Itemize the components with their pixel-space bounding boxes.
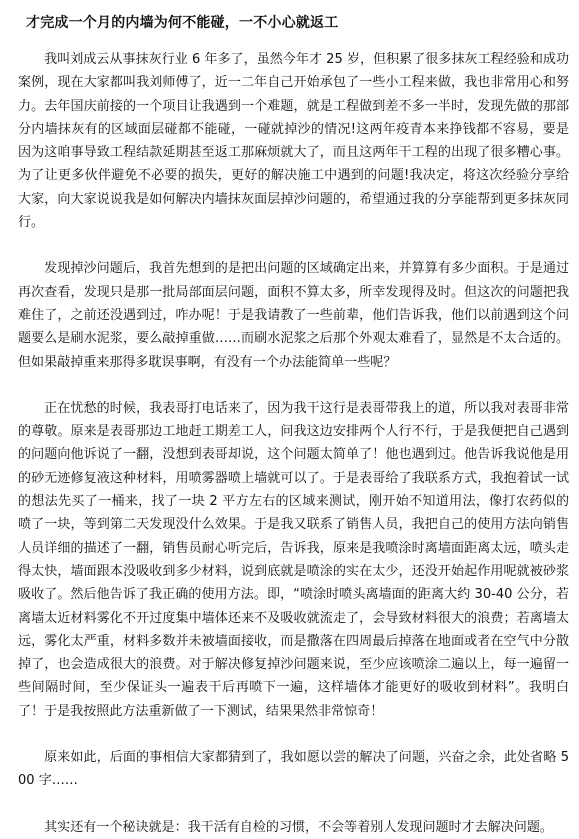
article-paragraph-2: 发现掉沙问题后，我首先想到的是把出问题的区域确定出来，并算算有多少面积。于是通过再次查看，发现只是那一批局部面层问题，面积不算太多，所幸发现得及时。但这次的问题把我难住了，之前还没遇到过，咋办呢！于是我请教了一些前辈，他们告诉我，他们以前遇到这个问题要么是刷水泥浆，要么敲掉重做……而刷水泥浆之后那个外观太难看了，显然是不太合适的。但如果敲掉重来那得多耽误事啊，有没有一个办法能简单一些呢？	[18, 261, 569, 370]
article-title: 才完成一个月的内墙为何不能碰，一不小心就返工	[26, 15, 339, 31]
article-paragraph-5: 其实还有一个秘诀就是：我干活有自检的习惯，不会等着别人发现问题时才去解决问题。	[44, 819, 553, 835]
article-paragraph-1: 我叫刘成云从事抹灰行业 6 年多了，虽然今年才 25 岁，但积累了很多抹灰工程经验和成功案例，现在大家都叫我刘师傅了，近一二年自己开始承包了一些小工程来做，我也非常用心和努力。去年国庆前接的一个项目让我遇到一个难题，就是工程做到差不多一半时，发现先做的那部分内墙抹灰有的区域面层碰都不能碰，一碰就掉沙的情况!这两年疫青本来挣钱都不容易，要是因为这咱事导致工程结款延期甚至返工那麻烦就大了，而且这两年干工程的出现了很多糟心事。为了让更多伙伴避免不必要的损失，更好的解决施工中遇到的问题!我决定，将这次经验分享给大家，向大家说说我是如何解决内墙抹灰面层掉沙问题的，希望通过我的分享能帮到更多抹灰同行。	[18, 52, 569, 231]
article-paragraph-3: 正在忧愁的时候，我表哥打电话来了，因为我干这行是表哥带我上的道，所以我对表哥非常的尊敬。原来是表哥那边工地赶工期差工人，问我这边安排两个人行不行，于是我便把自己遇到的问题向他诉说了一翻，没想到表哥却说，这个问题太简单了！他也遇到过。他告诉我说他是用的砂无迹修复液这种材料，用喷雾器喷上墙就可以了。于是表哥给了我联系方式，我抱着试一试的想法先买了一桶来，找了一块 2 平方左右的区域来测试，刚开始不知道用法，像打农药似的喷了一块，等到第二天发现没什么效果。于是我又联系了销售人员，我把自己的使用方法向销售人员详细的描述了一翻，销售员耐心听完后，告诉我，原来是我喷涂时离墙面距离太远，喷头走得太快，墙面跟本没吸收到多少材料，说到底就是喷涂的实在太少，还没开始起作用呢就被砂浆吸收了。然后他告诉了我正确的使用方法。即，“喷涂时喷头离墙面的距离大约 30-40 公分，若离墙太近材料雾化不开过度集中墙体还来不及吸收就流走了，会导致材料很大的浪费；若离墙太远，雾化太严重，材料多数并未被墙面接收，而是撒落在四周最后掉落在地面或者在空气中分散掉了，也会造成很大的浪费。对于解决修复掉沙问题来说，至少应该喷涂二遍以上，每一遍留一些间隔时间，至少保证头一遍表干后再喷下一遍，这样墙体才能更好的吸收到材料”。我明白了！于是我按照此方法重新做了一下测试，结果果然非常惊奇！	[18, 400, 569, 719]
article-paragraph-4: 原来如此，后面的事相信大家都猜到了，我如愿以尝的解决了问题，兴奋之余，此处省略 500 字……	[18, 750, 569, 789]
